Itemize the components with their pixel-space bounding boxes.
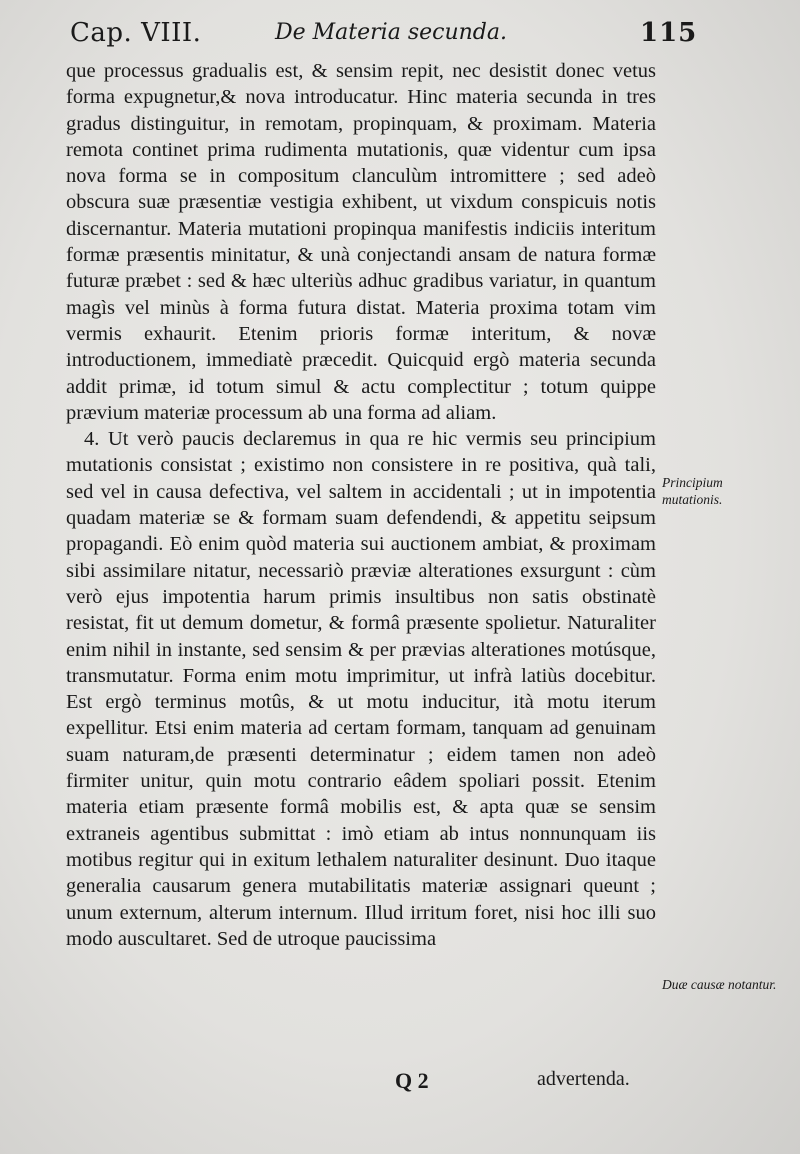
signature-mark: Q 2 (395, 1068, 429, 1093)
margin-note-causae: Duæ causæ notantur. (662, 977, 777, 992)
page-number: 115 (640, 18, 698, 48)
catchword: advertenda. (537, 1068, 630, 1090)
chapter-label: Cap. VIII. (70, 18, 202, 48)
paragraph-4: 4. Ut verò paucis declaremus in qua re hic vermis seu principium mutationis consistat ; existimo non consistere in re positiva, quà tali, sed vel in causa defectiva, vel saltem in accidentali ; ut in impotentia quadam materiæ se & formam suam defendendi, & appetitu seipsum propagandi. Eò enim quòd materia sui auctionem ambiat, & proximam sibi assimilare nitatur, necessariò præviæ alterationes exsurgunt : cùm verò ejus impotentia harum primis insultibus non satis obstinatè resistat, fit ut demum dometur, & formâ præsente spolietur. Naturaliter enim nihil in instante, sed sensim & per prævias alterationes motúsque, transmutatur. Forma enim motu imprimitur, ut infrà latiùs docebitur. Est ergò terminus motûs, & ut motu inducitur, ità motu iterum expellitur. Etsi enim materia ad certam formam, tanquam ad genuinam suam naturam,de præsenti determinatur ; eidem tamen non adeò firmiter unitur, quin motu contrario eâdem spoliari possit. Etenim materia etiam præsente formâ mobilis est, & apta quæ se sensim extraneis agentibus submittat : imò etiam ab intus nonnunquam iis motibus regitur qui in exitum lethalem naturaliter desinunt. Duo itaque generalia causarum genera mutabilitatis materiæ assignari queunt ; unum externum, alterum internum. Illud irritum foret, nisi hoc illi suo modo auscultaret. Sed de utroque paucissima (66, 428, 656, 950)
main-text (66, 58, 656, 952)
paragraph-continuation: que processus gradualis est, & sensim repit, nec desistit donec vetus forma expugnetur,& nova introducatur. Hinc materia secunda in tres gradus distinguitur, in remotam, propinquam, & proximam. Materia remota continet prima rudimenta mutationis, quæ videntur cum ipsa nova forma se in compositum clanculùm intromittere ; sed adeò obscura suæ præsentiæ vestigia exhibent, ut vixdum conspicuis notis discernantur. Materia mutationi propinqua manifestis indiciis interitum formæ præsentis minitatur, & unà conjectandi ansam de natura formæ futuræ præbet : sed & hæc ulteriùs adhuc gradibus variatur, in quantum magìs vel minùs à forma futura distat. Materia proxima totam vim vermis exhaurit. Etenim prioris formæ interitum, & novæ introductionem, immediatè præcedit. Quicquid ergò materia secunda addit primæ, id totum simul & actu complectitur ; totum quippe prævium materiæ processum ab una forma ad aliam. (66, 60, 656, 424)
margin-note-principium: Principium mutationis. (662, 475, 723, 507)
running-title: De Materia secunda. (275, 20, 507, 45)
running-header (70, 14, 720, 54)
